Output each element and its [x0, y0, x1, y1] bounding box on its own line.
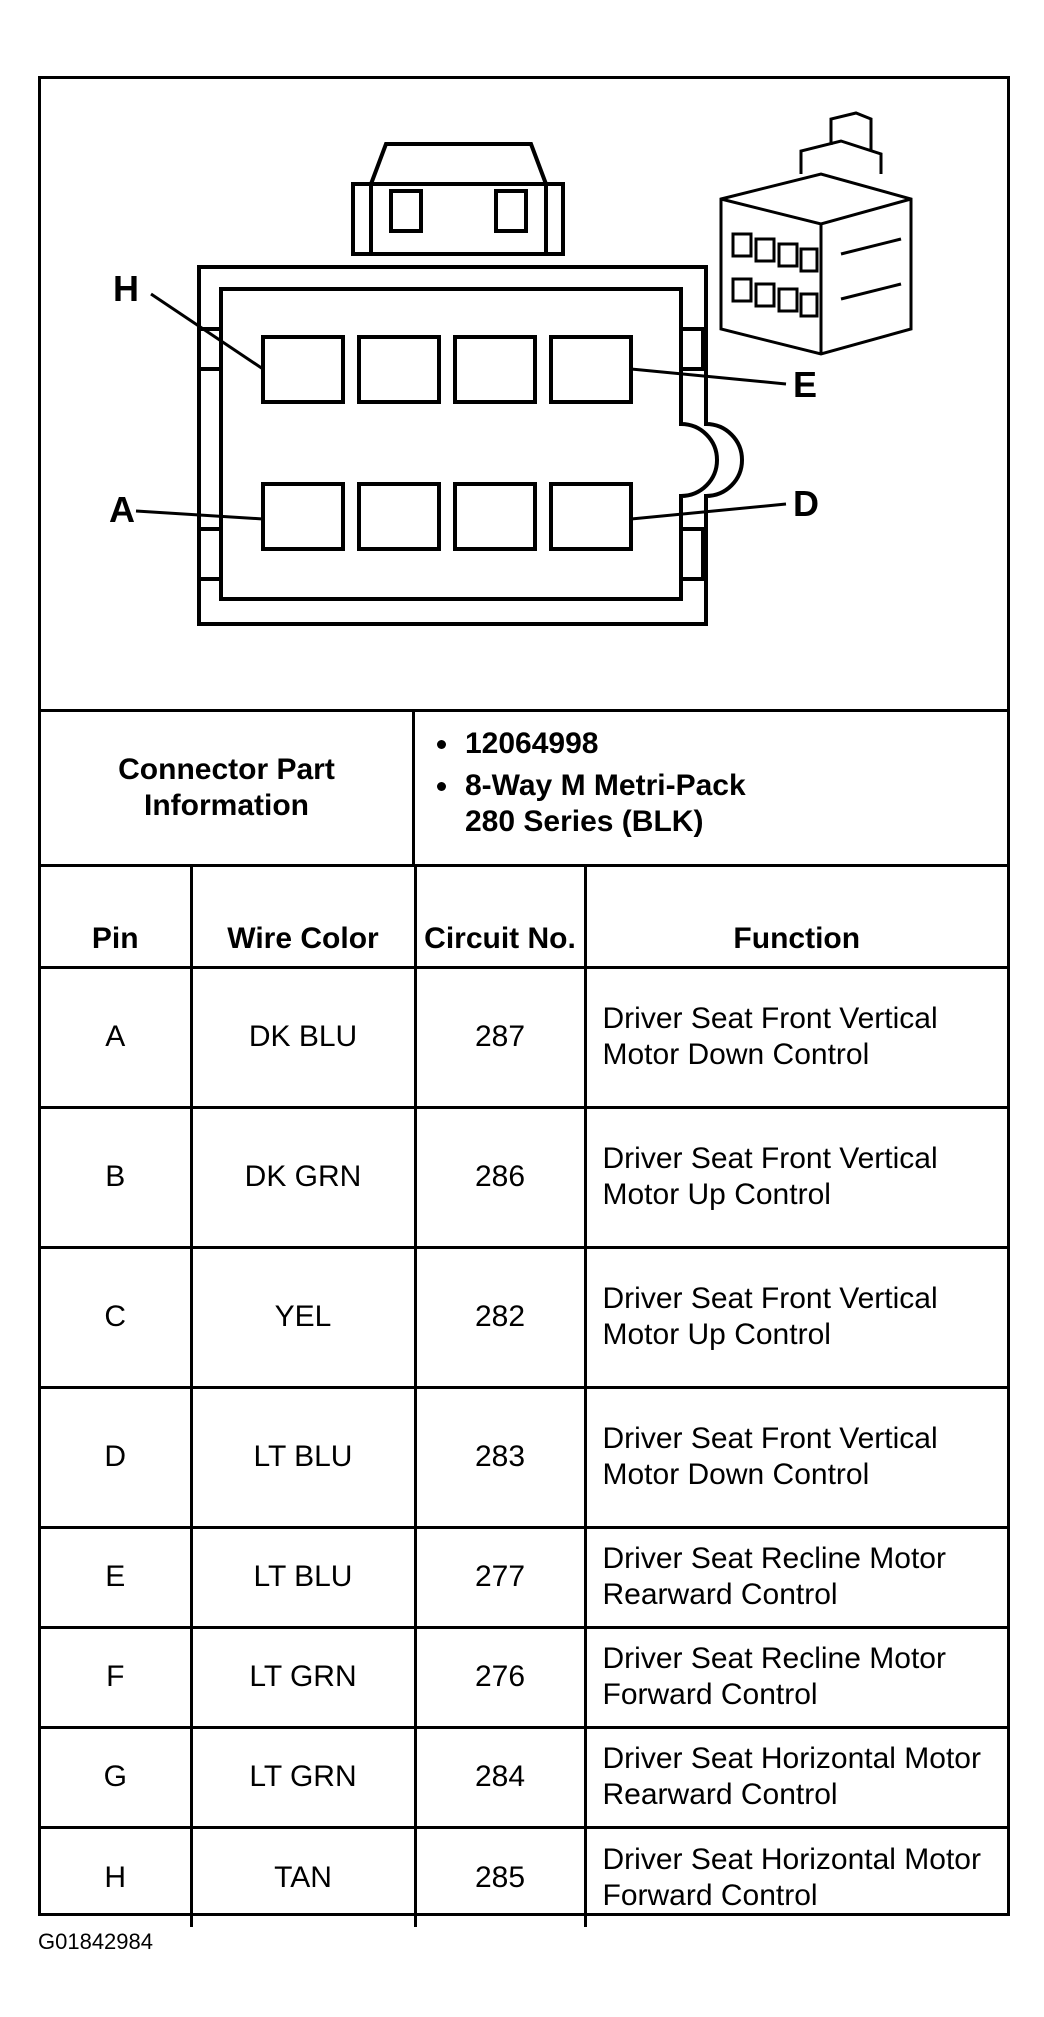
part-number: 12064998: [415, 726, 1007, 762]
connector-body: [199, 267, 742, 624]
leader-line-h: [151, 294, 263, 369]
latch-outline: [371, 144, 546, 254]
leader-line-e: [631, 369, 786, 384]
pin-label-e: E: [793, 364, 818, 405]
table-row: [41, 1387, 1007, 1527]
side-lock-right-bottom: [681, 529, 703, 579]
connector-face-drawing: [41, 79, 1007, 709]
connector-frame: [38, 76, 1010, 1916]
cavity-g: [359, 337, 439, 402]
cell-circuit-no: 283: [415, 1387, 585, 1527]
leader-line-d: [631, 504, 786, 519]
cell-function: Driver Seat Horizontal Motor Rearward Control: [585, 1727, 1007, 1827]
side-lock-right-top: [681, 329, 703, 369]
cell-wire-color: YEL: [191, 1247, 415, 1387]
cell-wire-color: LT BLU: [191, 1387, 415, 1527]
cavity-b: [359, 484, 439, 549]
table-row: [41, 1247, 1007, 1387]
cell-function: Driver Seat Front Vertical Motor Up Control: [585, 1247, 1007, 1387]
connector-diagram: [41, 79, 1007, 712]
cell-pin: G: [41, 1727, 191, 1827]
table-header-row: [41, 867, 1007, 967]
cell-circuit-no: 284: [415, 1727, 585, 1827]
cell-circuit-no: 286: [415, 1107, 585, 1247]
connector-part-information: [41, 712, 1007, 867]
cavity-h: [263, 337, 343, 402]
cell-wire-color: LT BLU: [191, 1527, 415, 1627]
cell-circuit-no: 276: [415, 1627, 585, 1727]
header-circuit-no: Circuit No.: [415, 867, 585, 967]
header-pin: Pin: [41, 867, 191, 967]
cell-pin: C: [41, 1247, 191, 1387]
cell-function: Driver Seat Horizontal Motor Forward Control: [585, 1827, 1007, 1927]
cell-pin: B: [41, 1107, 191, 1247]
cavity-a: [263, 484, 343, 549]
cavity-c: [455, 484, 535, 549]
cell-pin: F: [41, 1627, 191, 1727]
connector-type: 8-Way M Metri-Pack 280 Series (BLK): [415, 768, 1007, 840]
side-lock-left-bottom: [199, 529, 221, 579]
cell-function: Driver Seat Recline Motor Forward Control: [585, 1627, 1007, 1727]
cell-pin: H: [41, 1827, 191, 1927]
latch-tab: [353, 184, 563, 254]
cell-pin: D: [41, 1387, 191, 1527]
cell-function: Driver Seat Front Vertical Motor Up Control: [585, 1107, 1007, 1247]
cell-wire-color: TAN: [191, 1827, 415, 1927]
cell-pin: E: [41, 1527, 191, 1627]
pin-label-h: H: [113, 268, 139, 309]
pinout-table: [41, 867, 1007, 1927]
cell-circuit-no: 285: [415, 1827, 585, 1927]
cell-circuit-no: 282: [415, 1247, 585, 1387]
cell-circuit-no: 277: [415, 1527, 585, 1627]
cell-wire-color: DK BLU: [191, 967, 415, 1107]
table-row: [41, 1107, 1007, 1247]
connector-info-list: [415, 712, 1007, 878]
latch-slot-left: [391, 191, 421, 231]
cell-wire-color: DK GRN: [191, 1107, 415, 1247]
cell-function: Driver Seat Front Vertical Motor Down Control: [585, 1387, 1007, 1527]
cell-function: Driver Seat Recline Motor Rearward Control: [585, 1527, 1007, 1627]
cell-circuit-no: 287: [415, 967, 585, 1107]
cell-function: Driver Seat Front Vertical Motor Down Control: [585, 967, 1007, 1107]
table-row: [41, 1627, 1007, 1727]
table-row: [41, 967, 1007, 1107]
table-row: [41, 1727, 1007, 1827]
pin-label-d: D: [793, 483, 819, 524]
table-row: [41, 1527, 1007, 1627]
cell-pin: A: [41, 967, 191, 1107]
cell-wire-color: LT GRN: [191, 1727, 415, 1827]
cavity-f: [455, 337, 535, 402]
cell-wire-color: LT GRN: [191, 1627, 415, 1727]
figure-code: G01842984: [38, 1929, 153, 1954]
cavity-d: [551, 484, 631, 549]
table-row: [41, 1827, 1007, 1927]
connector-info-label: Connector Part Information: [41, 712, 415, 864]
header-function: Function: [585, 867, 1007, 967]
header-wire-color: Wire Color: [191, 867, 415, 967]
pin-label-a: A: [109, 489, 135, 530]
latch-slot-right: [496, 191, 526, 231]
connector-3d-view: [721, 113, 911, 354]
cavity-e: [551, 337, 631, 402]
